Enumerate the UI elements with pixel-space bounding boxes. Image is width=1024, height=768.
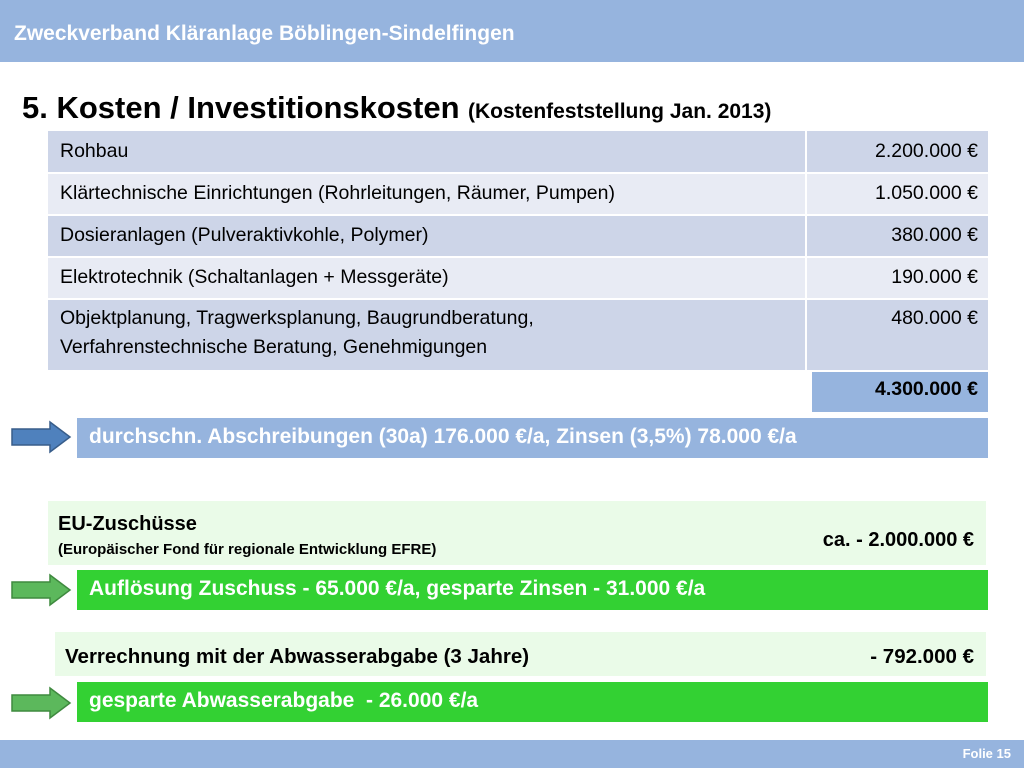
eu-subsidy-amount: ca. - 2.000.000 € (822, 529, 974, 551)
cost-amount: 380.000 € (807, 216, 988, 256)
cost-label (48, 300, 805, 370)
table-row (48, 300, 988, 370)
cost-label-line: Objektplanung, Tragwerksplanung, Baugrundberatung, (60, 307, 534, 329)
table-row (48, 174, 988, 214)
organization-name: Zweckverband Kläranlage Böblingen-Sindelfingen (14, 22, 515, 45)
cost-label: Elektrotechnik (Schaltanlagen + Messgeräte) (48, 258, 805, 298)
total-row (48, 372, 988, 412)
wastewater-levy-amount: - 792.000 € (870, 645, 974, 668)
levy-note: gesparte Abwasserabgabe - 26.000 €/a (77, 682, 988, 722)
eu-subsidy-box (48, 501, 986, 565)
cost-label: Klärtechnische Einrichtungen (Rohrleitungen, Räumer, Pumpen) (48, 174, 805, 214)
cost-label: Rohbau (48, 131, 805, 172)
cost-amount: 2.200.000 € (807, 131, 988, 172)
total-amount: 4.300.000 € (812, 372, 988, 412)
title-subtitle: (Kostenfeststellung Jan. 2013) (468, 100, 772, 123)
title-main: 5. Kosten / Investitionskosten (22, 90, 460, 125)
eu-subsidy-subtitle: (Europäischer Fond für regionale Entwicklung EFRE) (58, 541, 437, 558)
subsidy-note: Auflösung Zuschuss - 65.000 €/a, gesparte Zinsen - 31.000 €/a (77, 570, 988, 610)
depreciation-note: durchschn. Abschreibungen (30a) 176.000 €/a, Zinsen (3,5%) 78.000 €/a (77, 418, 988, 458)
cost-label: Dosieranlagen (Pulveraktivkohle, Polymer) (48, 216, 805, 256)
wastewater-levy-box (55, 632, 986, 676)
table-row (48, 258, 988, 298)
arrow-right-green-icon (10, 573, 72, 607)
slide-number: Folie 15 (962, 746, 1011, 761)
table-row (48, 216, 988, 256)
cost-table (48, 131, 988, 412)
arrow-right-green-icon (10, 686, 72, 720)
footer-band (0, 740, 1024, 768)
cost-label-line: Verfahrenstechnische Beratung, Genehmigungen (60, 336, 488, 358)
table-row (48, 131, 988, 172)
cost-amount: 480.000 € (807, 300, 988, 370)
slide-title (22, 90, 771, 126)
header-band (0, 0, 1024, 62)
wastewater-levy-label: Verrechnung mit der Abwasserabgabe (3 Jahre) (65, 645, 530, 668)
cost-amount: 190.000 € (807, 258, 988, 298)
eu-subsidy-title: EU-Zuschüsse (58, 513, 197, 535)
cost-amount: 1.050.000 € (807, 174, 988, 214)
arrow-right-blue-icon (10, 420, 72, 454)
